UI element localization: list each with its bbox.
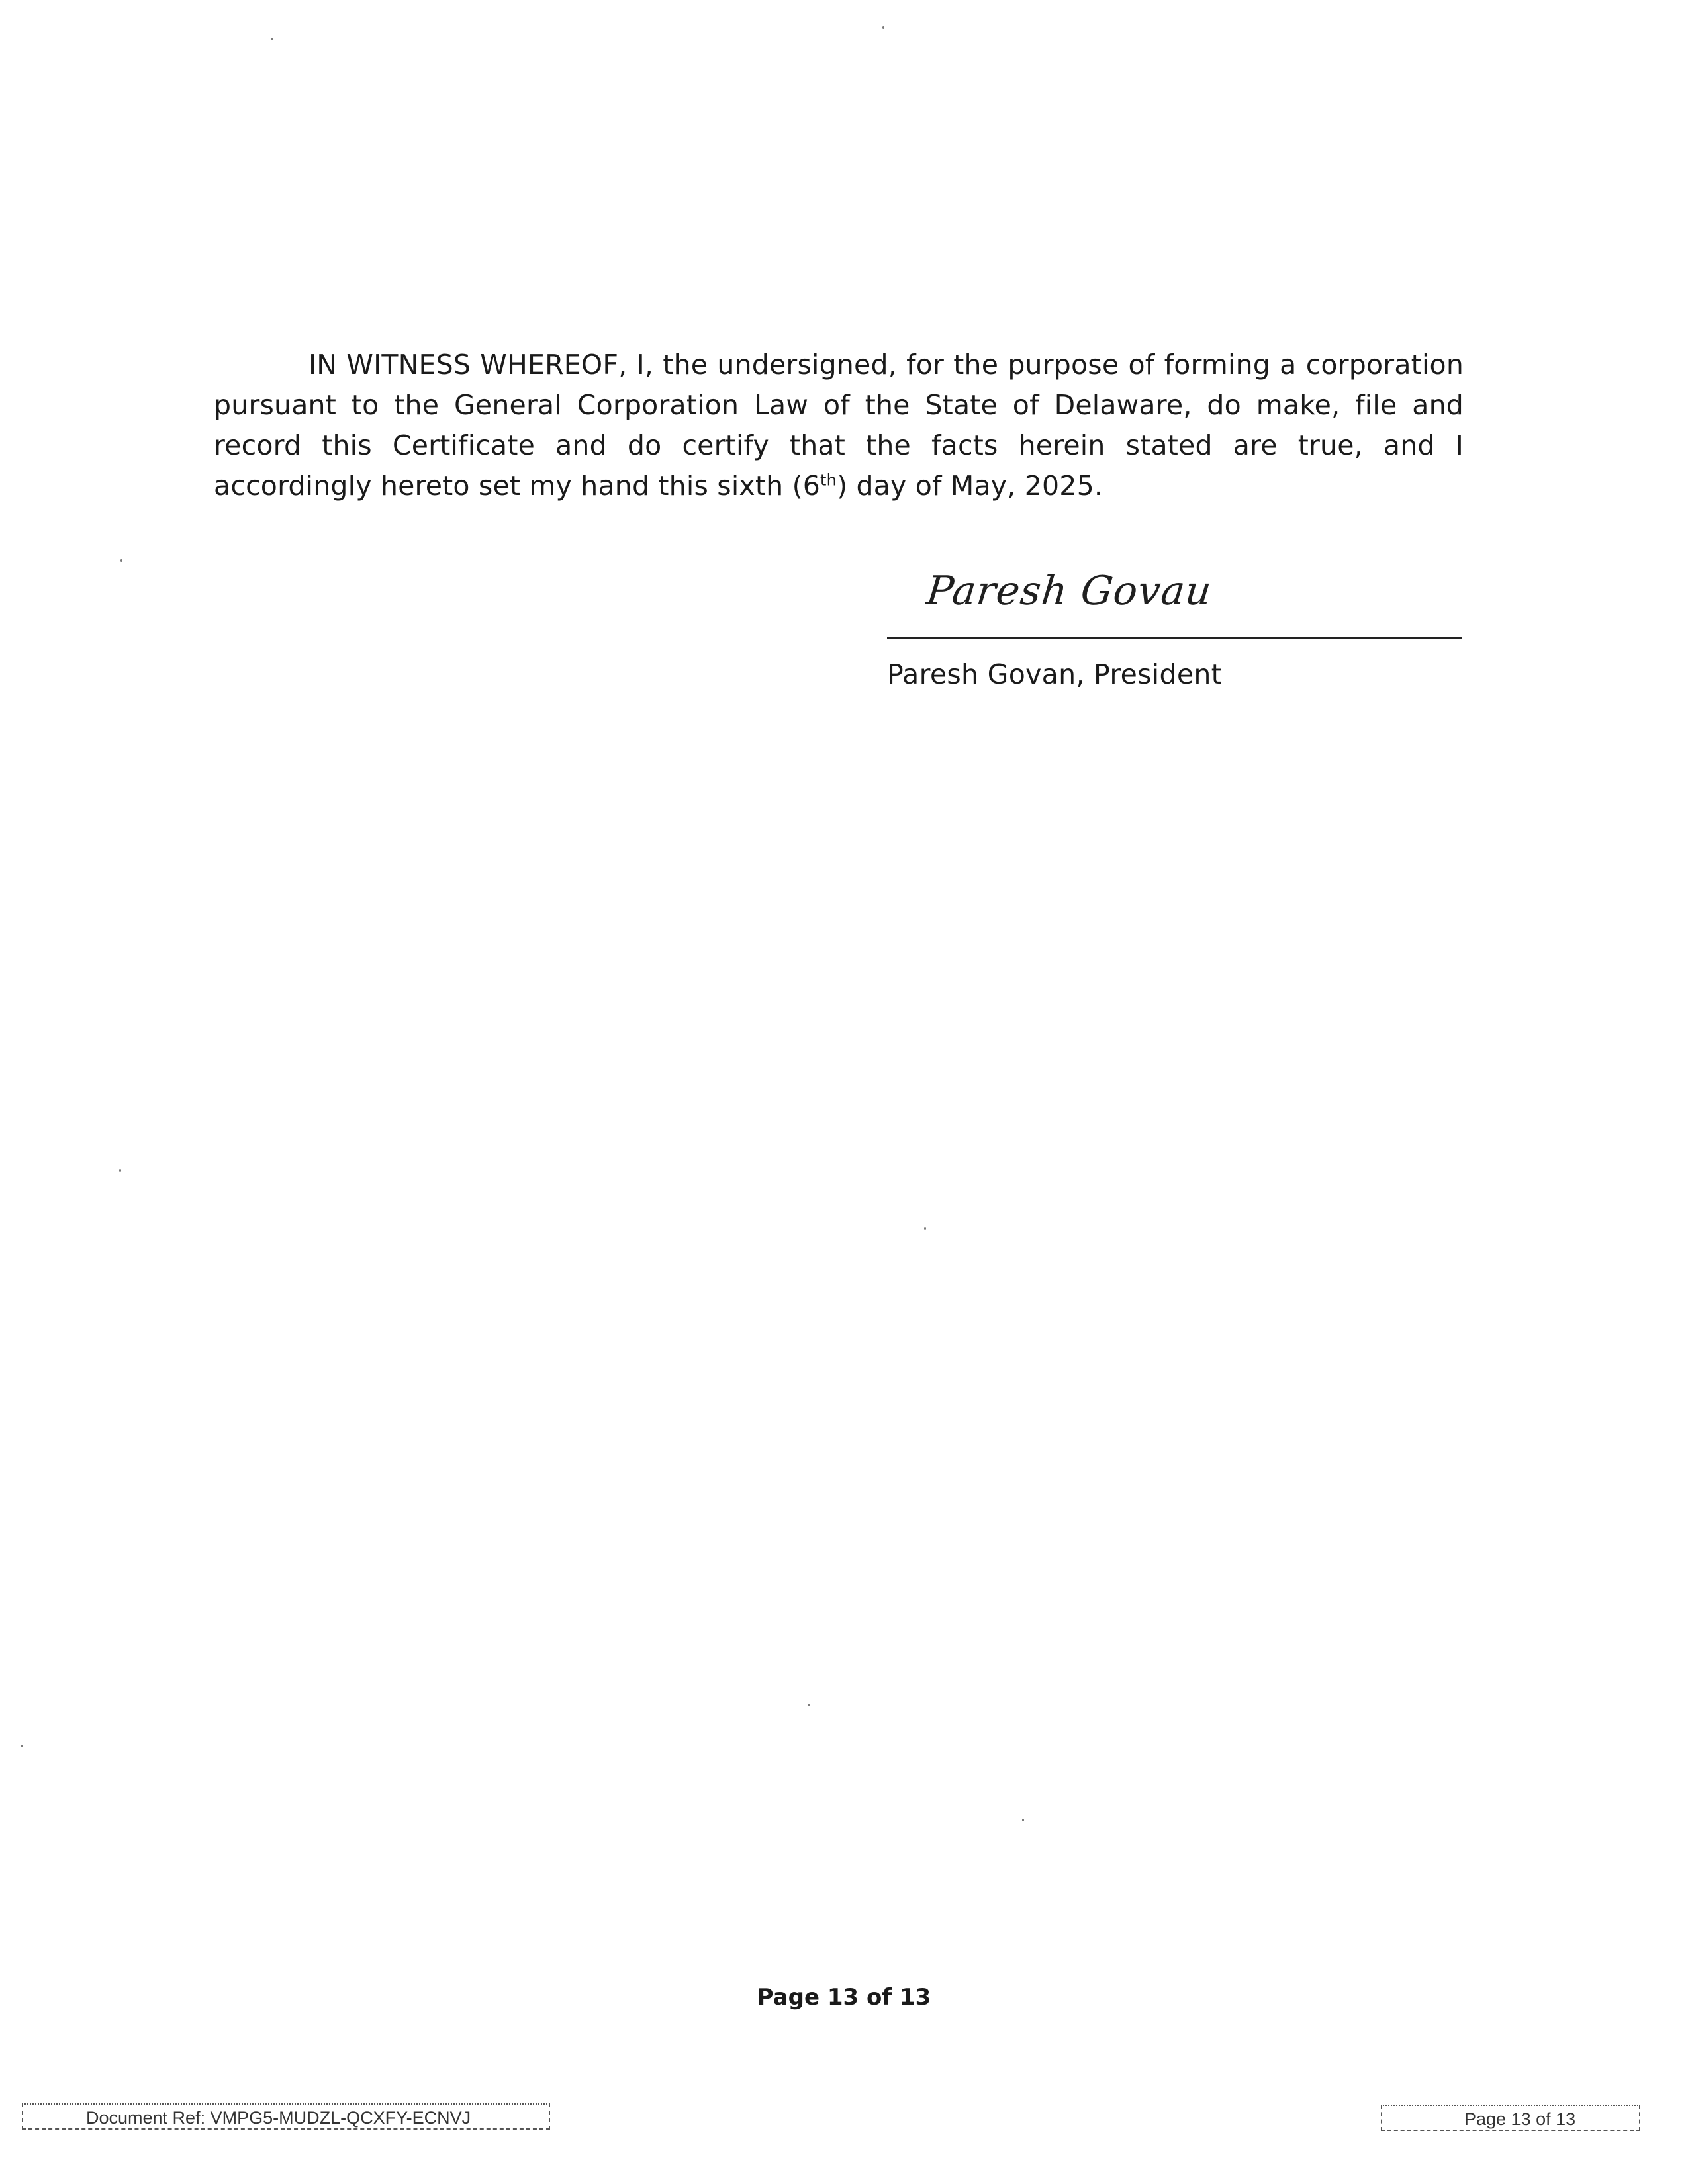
scan-speck: [120, 559, 122, 562]
scan-speck: [882, 26, 884, 29]
page-count-stamp: Page 13 of 13: [1381, 2105, 1640, 2131]
handwritten-signature: Paresh Govau: [924, 568, 1215, 614]
document-ref-stamp: Document Ref: VMPG5-MUDZL-QCXFY-ECNVJ: [22, 2103, 550, 2130]
scan-speck: [924, 1227, 926, 1230]
scan-speck: [119, 1169, 121, 1172]
scan-speck: [1022, 1819, 1024, 1821]
signature-line: [887, 637, 1462, 639]
page-number: Page 13 of 13: [757, 1984, 931, 2011]
scan-speck: [808, 1704, 810, 1706]
witness-paragraph: IN WITNESS WHEREOF, I, the undersigned, for the purpose of forming a corporation pursuant to the General Corporation Law of the State of Delaware, do make, file and record this Certificate and do certify that the facts herein stated are true, and I accordingly hereto set my hand this sixth (6th) day of May, 2025.: [214, 349, 1464, 502]
scan-speck: [21, 1745, 23, 1747]
scan-speck: [271, 38, 273, 40]
signer-name-title: Paresh Govan, President: [887, 659, 1223, 690]
